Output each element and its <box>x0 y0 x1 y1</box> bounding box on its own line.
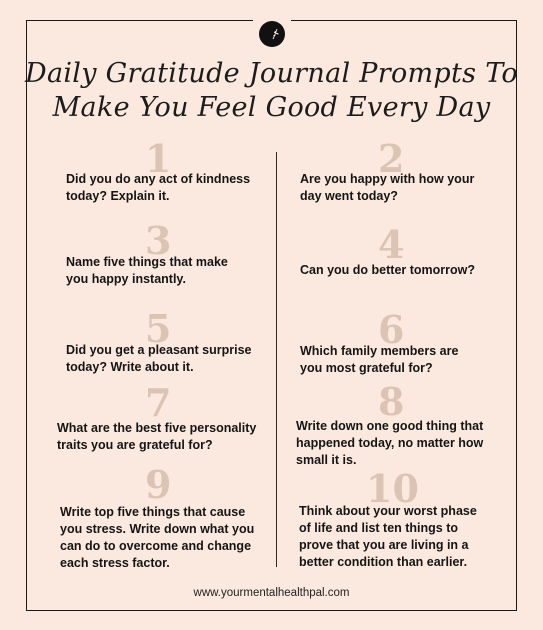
prompt-number-4: 4 <box>378 222 405 267</box>
prompt-text-1: Did you do any act of kindness today? Explain it. <box>66 172 251 203</box>
page-title-line-2: Make You Feel Good Every Day <box>52 92 491 123</box>
prompt-number-3: 3 <box>145 218 172 263</box>
prompt-text-5: Did you get a pleasant surprise today? Write about it. <box>66 343 252 374</box>
prompt-number-9: 9 <box>145 462 172 507</box>
prompt-number-1: 1 <box>145 136 172 181</box>
prompt-text-2: Are you happy with how your day went today? <box>300 172 475 203</box>
prompt-text-4: Can you do better tomorrow? <box>300 263 475 277</box>
prompt-number-8: 8 <box>378 379 405 424</box>
column-divider <box>276 152 277 567</box>
prompt-text-8: Write down one good thing that happened today, no matter how small it is. <box>296 419 484 467</box>
prompt-text-9: Write top five things that cause you stress. Write down what you can do to overcome and change each stress factor. <box>60 505 255 570</box>
prompt-number-10: 10 <box>366 466 419 511</box>
prompt-text-6: Which family members are you most grateful for? <box>300 344 459 375</box>
prompt-number-2: 2 <box>378 136 405 181</box>
prompt-text-3: Name five things that make you happy instantly. <box>66 255 228 286</box>
leaf-moon-icon <box>259 21 285 47</box>
prompt-text-10: Think about your worst phase of life and list ten things to prove that you are living in a better condition than earlier. <box>299 504 477 569</box>
prompt-number-5: 5 <box>145 306 172 351</box>
page-title-line-1: Daily Gratitude Journal Prompts To <box>25 58 518 89</box>
prompt-number-6: 6 <box>378 307 405 352</box>
prompt-text-7: What are the best five personality traits you are grateful for? <box>57 421 257 452</box>
website-footer: www.yourmentalhealthpal.com <box>193 587 350 599</box>
prompt-number-7: 7 <box>145 380 172 425</box>
